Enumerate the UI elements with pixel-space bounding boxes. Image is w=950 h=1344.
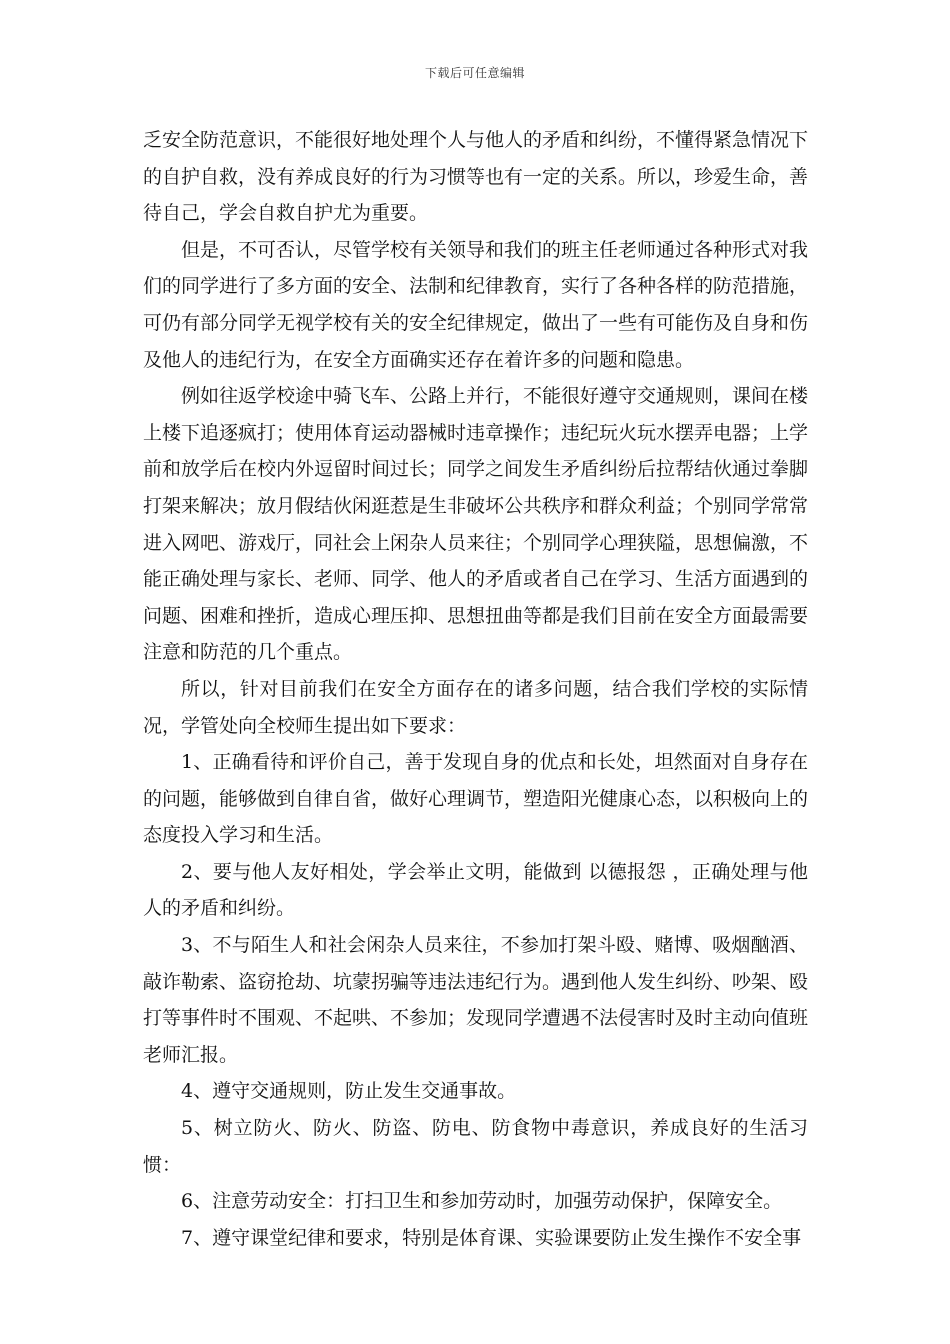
requirement-4: 4、遵守交通规则，防止发生交通事故。 (181, 1080, 517, 1103)
requirement-2: 2、要与他人友好相处，学会举止文明，能做到 以德报怨 ，正确处理与他人的矛盾和纠纷。 (143, 860, 808, 920)
paragraph-4: 所以，针对目前我们在安全方面存在的诸多问题，结合我们学校的实际情况，学管处向全校师生提出如下要求： (143, 677, 808, 737)
document-body (143, 122, 808, 1256)
requirement-1: 1、正确看待和评价自己，善于发现自身的优点和长处，坦然面对自身存在的问题，能够做到自律自省，做好心理调节，塑造阳光健康心态，以积极向上的态度投入学习和生活。 (143, 751, 809, 847)
requirement-3: 3、不与陌生人和社会闲杂人员来往，不参加打架斗殴、赌博、吸烟酗酒、敲诈勒索、盗窃抢劫、坑蒙拐骗等违法违纪行为。遇到他人发生纠纷、吵架、殴打等事件时不围观、不起哄、不参加；发现同学遭遇不法侵害时及时主动向值班老师汇报。 (143, 934, 809, 1066)
page-header: 下载后可任意编辑 (424, 66, 525, 80)
paragraph-2: 但是，不可否认，尽管学校有关领导和我们的班主任老师通过各种形式对我们的同学进行了多方面的安全、法制和纪律教育，实行了各种各样的防范措施，可仍有部分同学无视学校有关的安全纪律规定，做出了一些有可能伤及自身和伤及他人的违纪行为，在安全方面确实还存在着许多的问题和隐患。 (143, 238, 809, 371)
requirement-6: 6、注意劳动安全：打扫卫生和参加劳动时，加强劳动保护，保障安全。 (181, 1190, 783, 1213)
paragraph-1: 乏安全防范意识，不能很好地处理个人与他人的矛盾和纠纷，不懂得紧急情况下的自护自救，没有养成良好的行为习惯等也有一定的关系。所以，珍爱生命，善待自己，学会自救自护尤为重要。 (143, 129, 809, 225)
paragraph-3: 例如往返学校途中骑飞车、公路上并行，不能很好遵守交通规则，课间在楼上楼下追逐疯打；使用体育运动器械时违章操作；违纪玩火玩水摆弄电器；上学前和放学后在校内外逗留时间过长；同学之间发生矛盾纠纷后拉帮结伙通过拳脚打架来解决；放月假结伙闲逛惹是生非破坏公共秩序和群众利益；个别同学常常进入网吧、游戏厅，同社会上闲杂人员来往；个别同学心理狭隘，思想偏激，不能正确处理与家长、老师、同学、他人的矛盾或者自己在学习、生活方面遇到的问题、困难和挫折，造成心理压抑、思想扭曲等都是我们目前在安全方面最需要注意和防范的几个重点。 (143, 385, 809, 664)
requirement-5: 5、树立防火、防火、防盗、防电、防食物中毒意识，养成良好的生活习惯： (143, 1117, 808, 1176)
requirement-7: 7、遵守课堂纪律和要求，特别是体育课、实验课要防止发生操作不安全事 (181, 1226, 802, 1249)
